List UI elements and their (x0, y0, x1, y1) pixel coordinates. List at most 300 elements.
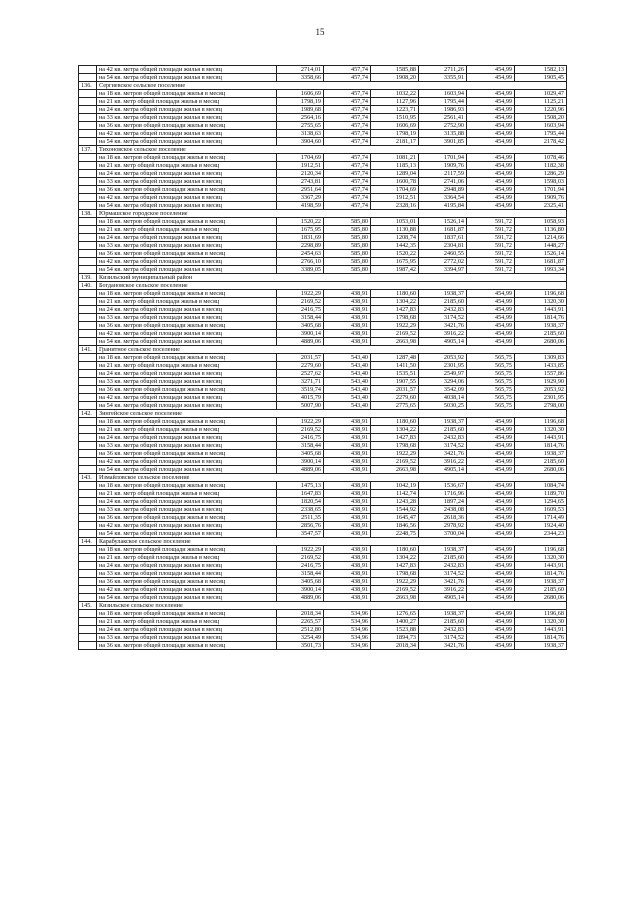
row-number-cell (79, 362, 97, 370)
value-cell: 2169,52 (371, 586, 419, 594)
value-cell: 5007,90 (277, 402, 324, 410)
value-cell: 565,75 (467, 378, 515, 386)
value-cell: 1223,71 (371, 106, 419, 114)
value-cell: 1675,95 (277, 226, 324, 234)
value-cell: 454,99 (467, 618, 515, 626)
section-row (79, 602, 567, 610)
value-cell: 3138,63 (277, 130, 324, 138)
value-cell: 1443,91 (515, 562, 567, 570)
value-cell: 1520,22 (371, 250, 419, 258)
value-cell: 454,99 (467, 202, 515, 210)
value-cell: 3900,14 (277, 330, 324, 338)
norm-label-cell: на 18 кв. метров общей площади жилья в месяц (97, 154, 277, 162)
table-row (79, 186, 567, 194)
value-cell: 3547,57 (277, 530, 324, 538)
table-row (79, 450, 567, 458)
value-cell: 1448,27 (515, 242, 567, 250)
norm-label-cell: на 42 кв. метра общей площади жилья в месяц (97, 66, 277, 74)
value-cell: 438,91 (324, 426, 371, 434)
table-row (79, 154, 567, 162)
row-number-cell (79, 450, 97, 458)
value-cell: 2185,60 (515, 586, 567, 594)
value-cell: 1136,80 (515, 226, 567, 234)
row-number-cell (79, 74, 97, 82)
value-cell: 1894,73 (371, 634, 419, 642)
row-number-cell (79, 162, 97, 170)
value-cell: 1078,46 (515, 154, 567, 162)
norm-label-cell: на 24 кв. метра общей площади жилья в месяц (97, 106, 277, 114)
norm-label-cell: на 21 кв. метр общей площади жилья в месяц (97, 298, 277, 306)
norm-label-cell: на 33 кв. метра общей площади жилья в месяц (97, 378, 277, 386)
row-number-cell (79, 418, 97, 426)
value-cell: 454,99 (467, 506, 515, 514)
row-number-cell (79, 234, 97, 242)
value-cell: 1520,22 (277, 218, 324, 226)
row-number-cell (79, 562, 97, 570)
value-cell: 457,74 (324, 178, 371, 186)
row-number-cell (79, 578, 97, 586)
value-cell: 1536,67 (419, 482, 467, 490)
norm-label-cell: на 18 кв. метров общей площади жилья в месяц (97, 290, 277, 298)
section-number: 143. (79, 474, 97, 482)
value-cell: 1510,95 (371, 114, 419, 122)
value-cell: 1897,24 (419, 498, 467, 506)
norm-label-cell: на 42 кв. метра общей площади жилья в месяц (97, 130, 277, 138)
table-row (79, 74, 567, 82)
value-cell: 1912,51 (371, 194, 419, 202)
value-cell: 5030,25 (419, 402, 467, 410)
value-cell: 2185,60 (419, 618, 467, 626)
norm-label-cell: на 24 кв. метра общей площади жилья в месяц (97, 306, 277, 314)
value-cell: 1701,94 (419, 154, 467, 162)
value-cell: 591,72 (467, 226, 515, 234)
value-cell: 1798,19 (277, 98, 324, 106)
row-number-cell (79, 434, 97, 442)
value-cell: 4905,14 (419, 338, 467, 346)
value-cell: 543,40 (324, 362, 371, 370)
value-cell: 2169,52 (277, 426, 324, 434)
value-cell: 2663,98 (371, 338, 419, 346)
table-row (79, 90, 567, 98)
value-cell: 454,99 (467, 578, 515, 586)
value-cell: 454,99 (467, 434, 515, 442)
row-number-cell (79, 114, 97, 122)
norm-label-cell: на 42 кв. метра общей площади жилья в месяц (97, 330, 277, 338)
page-number: 15 (315, 27, 325, 37)
norm-label-cell: на 24 кв. метра общей площади жилья в месяц (97, 498, 277, 506)
value-cell: 438,91 (324, 314, 371, 322)
value-cell: 2714,01 (277, 66, 324, 74)
value-cell: 454,99 (467, 490, 515, 498)
value-cell: 1938,37 (419, 290, 467, 298)
value-cell: 2416,75 (277, 562, 324, 570)
value-cell: 3174,52 (419, 634, 467, 642)
value-cell: 1938,37 (419, 610, 467, 618)
norm-label-cell: на 33 кв. метра общей площади жилья в месяц (97, 178, 277, 186)
value-cell: 2185,60 (515, 458, 567, 466)
table-row (79, 594, 567, 602)
value-cell: 438,91 (324, 586, 371, 594)
norm-label-cell: на 54 кв. метра общей площади жилья в месяц (97, 594, 277, 602)
value-cell: 438,91 (324, 506, 371, 514)
norm-label-cell: на 42 кв. метра общей площади жилья в месяц (97, 522, 277, 530)
value-cell: 438,91 (324, 498, 371, 506)
value-cell: 2298,89 (277, 242, 324, 250)
value-cell: 1600,78 (371, 178, 419, 186)
norm-label-cell: на 18 кв. метров общей площади жилья в месяц (97, 90, 277, 98)
value-cell: 1795,44 (515, 130, 567, 138)
table-row (79, 170, 567, 178)
value-cell: 2432,83 (419, 306, 467, 314)
row-number-cell (79, 298, 97, 306)
value-cell: 454,99 (467, 114, 515, 122)
value-cell: 534,96 (324, 618, 371, 626)
row-number-cell (79, 138, 97, 146)
value-cell: 534,96 (324, 642, 371, 650)
row-number-cell (79, 306, 97, 314)
value-cell: 2301,95 (419, 362, 467, 370)
table-row (79, 642, 567, 650)
value-cell: 3916,22 (419, 330, 467, 338)
table-row (79, 418, 567, 426)
value-cell: 2752,90 (419, 122, 467, 130)
value-cell: 454,99 (467, 498, 515, 506)
value-cell: 1544,92 (371, 506, 419, 514)
value-cell: 1922,29 (277, 546, 324, 554)
value-cell: 1042,19 (371, 482, 419, 490)
value-cell: 2178,42 (515, 138, 567, 146)
table-row (79, 114, 567, 122)
value-cell: 585,80 (324, 258, 371, 266)
norm-label-cell: на 21 кв. метр общей площади жилья в месяц (97, 226, 277, 234)
tariff-table (78, 65, 567, 650)
table-row (79, 338, 567, 346)
row-number-cell (79, 498, 97, 506)
value-cell: 2117,59 (419, 170, 467, 178)
value-cell: 454,99 (467, 554, 515, 562)
section-name: Сергиевское сельское поселение (97, 82, 567, 90)
value-cell: 534,96 (324, 626, 371, 634)
value-cell: 2265,57 (277, 618, 324, 626)
row-number-cell (79, 258, 97, 266)
value-cell: 1701,94 (515, 186, 567, 194)
row-number-cell (79, 514, 97, 522)
table-row (79, 370, 567, 378)
section-number: 136. (79, 82, 97, 90)
value-cell: 438,91 (324, 594, 371, 602)
norm-label-cell: на 54 кв. метра общей площади жилья в месяц (97, 466, 277, 474)
norm-label-cell: на 36 кв. метров общей площади жилья в месяц (97, 450, 277, 458)
value-cell: 1304,22 (371, 298, 419, 306)
value-cell: 454,99 (467, 530, 515, 538)
value-cell: 2978,92 (419, 522, 467, 530)
value-cell: 2432,83 (419, 626, 467, 634)
value-cell: 4038,14 (419, 394, 467, 402)
row-number-cell (79, 458, 97, 466)
section-row (79, 282, 567, 290)
value-cell: 1185,13 (371, 162, 419, 170)
value-cell: 1526,14 (419, 218, 467, 226)
table-row (79, 138, 567, 146)
value-cell: 2772,02 (419, 258, 467, 266)
value-cell: 1582,13 (515, 66, 567, 74)
value-cell: 457,74 (324, 114, 371, 122)
value-cell: 543,40 (324, 386, 371, 394)
row-number-cell (79, 594, 97, 602)
value-cell: 1938,37 (515, 450, 567, 458)
value-cell: 1837,61 (419, 234, 467, 242)
value-cell: 1798,68 (371, 314, 419, 322)
table-row (79, 226, 567, 234)
norm-label-cell: на 54 кв. метра общей площади жилья в месяц (97, 202, 277, 210)
value-cell: 565,75 (467, 370, 515, 378)
section-number: 140. (79, 282, 97, 290)
table-row (79, 66, 567, 74)
norm-label-cell: на 33 кв. метра общей площади жилья в месяц (97, 314, 277, 322)
value-cell: 454,99 (467, 426, 515, 434)
section-name: Измайловское сельское поселение (97, 474, 567, 482)
row-number-cell (79, 386, 97, 394)
value-cell: 1182,38 (515, 162, 567, 170)
row-number-cell (79, 522, 97, 530)
value-cell: 438,91 (324, 482, 371, 490)
value-cell: 454,99 (467, 162, 515, 170)
row-number-cell (79, 402, 97, 410)
norm-label-cell: на 54 кв. метра общей площади жилья в месяц (97, 338, 277, 346)
value-cell: 3421,76 (419, 322, 467, 330)
value-cell: 565,75 (467, 354, 515, 362)
row-number-cell (79, 218, 97, 226)
table-row (79, 570, 567, 578)
value-cell: 1989,68 (277, 106, 324, 114)
value-cell: 2511,35 (277, 514, 324, 522)
value-cell: 1645,47 (371, 514, 419, 522)
row-number-cell (79, 130, 97, 138)
value-cell: 1125,21 (515, 98, 567, 106)
value-cell: 1908,20 (371, 74, 419, 82)
norm-label-cell: на 36 кв. метров общей площади жилья в месяц (97, 250, 277, 258)
value-cell: 457,74 (324, 90, 371, 98)
value-cell: 2663,98 (371, 594, 419, 602)
value-cell: 2018,34 (371, 642, 419, 650)
value-cell: 2755,65 (277, 122, 324, 130)
norm-label-cell: на 21 кв. метр общей площади жилья в месяц (97, 618, 277, 626)
value-cell: 3405,68 (277, 322, 324, 330)
norm-label-cell: на 36 кв. метров общей площади жилья в месяц (97, 642, 277, 650)
value-cell: 1320,30 (515, 554, 567, 562)
value-cell: 1814,76 (515, 442, 567, 450)
value-cell: 454,99 (467, 186, 515, 194)
value-cell: 4889,06 (277, 594, 324, 602)
value-cell: 1180,60 (371, 290, 419, 298)
norm-label-cell: на 21 кв. метр общей площади жилья в месяц (97, 362, 277, 370)
section-row (79, 274, 567, 282)
value-cell: 454,99 (467, 98, 515, 106)
value-cell: 1053,01 (371, 218, 419, 226)
value-cell: 4905,14 (419, 466, 467, 474)
value-cell: 1929,90 (515, 378, 567, 386)
value-cell: 1442,35 (371, 242, 419, 250)
norm-label-cell: на 24 кв. метра общей площади жилья в месяц (97, 626, 277, 634)
row-number-cell (79, 66, 97, 74)
norm-label-cell: на 33 кв. метра общей площади жилья в месяц (97, 114, 277, 122)
value-cell: 454,99 (467, 570, 515, 578)
value-cell: 1585,88 (371, 66, 419, 74)
norm-label-cell: на 36 кв. метров общей площади жилья в месяц (97, 578, 277, 586)
value-cell: 2663,98 (371, 466, 419, 474)
value-cell: 457,74 (324, 66, 371, 74)
value-cell: 4905,14 (419, 594, 467, 602)
table-row (79, 202, 567, 210)
value-cell: 543,40 (324, 370, 371, 378)
value-cell: 2304,81 (419, 242, 467, 250)
value-cell: 454,99 (467, 194, 515, 202)
value-cell: 1609,53 (515, 506, 567, 514)
norm-label-cell: на 42 кв. метра общей площади жилья в месяц (97, 458, 277, 466)
row-number-cell (79, 554, 97, 562)
table-row (79, 458, 567, 466)
row-number-cell (79, 378, 97, 386)
value-cell: 2564,16 (277, 114, 324, 122)
norm-label-cell: на 33 кв. метра общей площади жилья в месяц (97, 242, 277, 250)
section-number: 139. (79, 274, 97, 282)
table-row (79, 242, 567, 250)
section-number: 144. (79, 538, 97, 546)
value-cell: 1907,55 (371, 378, 419, 386)
value-cell: 1180,60 (371, 418, 419, 426)
value-cell: 3158,44 (277, 442, 324, 450)
value-cell: 454,99 (467, 138, 515, 146)
row-number-cell (79, 98, 97, 106)
norm-label-cell: на 24 кв. метра общей площади жилья в месяц (97, 434, 277, 442)
value-cell: 438,91 (324, 514, 371, 522)
table-row (79, 250, 567, 258)
value-cell: 4195,84 (419, 202, 467, 210)
value-cell: 454,99 (467, 338, 515, 346)
section-row (79, 146, 567, 154)
row-number-cell (79, 570, 97, 578)
value-cell: 438,91 (324, 434, 371, 442)
row-number-cell (79, 354, 97, 362)
table-row (79, 634, 567, 642)
value-cell: 2185,60 (419, 554, 467, 562)
table-row (79, 98, 567, 106)
value-cell: 438,91 (324, 322, 371, 330)
value-cell: 2053,92 (419, 354, 467, 362)
table-row (79, 130, 567, 138)
table-row (79, 258, 567, 266)
section-row (79, 346, 567, 354)
value-cell: 454,99 (467, 74, 515, 82)
value-cell: 3158,44 (277, 570, 324, 578)
value-cell: 543,40 (324, 394, 371, 402)
norm-label-cell: на 42 кв. метра общей площади жилья в месяц (97, 586, 277, 594)
value-cell: 3916,22 (419, 586, 467, 594)
value-cell: 2741,06 (419, 178, 467, 186)
value-cell: 2680,06 (515, 594, 567, 602)
value-cell: 2856,76 (277, 522, 324, 530)
value-cell: 2432,83 (419, 562, 467, 570)
value-cell: 2181,17 (371, 138, 419, 146)
norm-label-cell: на 33 кв. метра общей площади жилья в месяц (97, 570, 277, 578)
norm-label-cell: на 18 кв. метров общей площади жилья в месяц (97, 610, 277, 618)
table-row (79, 298, 567, 306)
value-cell: 454,99 (467, 450, 515, 458)
norm-label-cell: на 33 кв. метра общей площади жилья в месяц (97, 634, 277, 642)
table-row (79, 498, 567, 506)
value-cell: 454,99 (467, 418, 515, 426)
table-row (79, 234, 567, 242)
value-cell: 454,99 (467, 514, 515, 522)
value-cell: 1196,68 (515, 418, 567, 426)
section-number: 145. (79, 602, 97, 610)
value-cell: 1523,88 (371, 626, 419, 634)
value-cell: 454,99 (467, 546, 515, 554)
value-cell: 591,72 (467, 258, 515, 266)
value-cell: 2248,75 (371, 530, 419, 538)
value-cell: 1647,83 (277, 490, 324, 498)
value-cell: 438,91 (324, 530, 371, 538)
value-cell: 454,99 (467, 330, 515, 338)
norm-label-cell: на 21 кв. метр общей площади жилья в месяц (97, 490, 277, 498)
table-row (79, 490, 567, 498)
value-cell: 3542,09 (419, 386, 467, 394)
value-cell: 457,74 (324, 194, 371, 202)
value-cell: 457,74 (324, 74, 371, 82)
value-cell: 1606,69 (371, 122, 419, 130)
value-cell: 543,40 (324, 354, 371, 362)
table-row (79, 178, 567, 186)
value-cell: 1922,29 (277, 418, 324, 426)
value-cell: 3271,71 (277, 378, 324, 386)
row-number-cell (79, 490, 97, 498)
table-row (79, 626, 567, 634)
value-cell: 534,96 (324, 610, 371, 618)
table-row (79, 482, 567, 490)
section-name: Кизильское сельское поселение (97, 602, 567, 610)
norm-label-cell: на 18 кв. метров общей площади жилья в месяц (97, 482, 277, 490)
value-cell: 2711,26 (419, 66, 467, 74)
value-cell: 585,80 (324, 242, 371, 250)
norm-label-cell: на 24 кв. метра общей площади жилья в месяц (97, 562, 277, 570)
value-cell: 1603,94 (419, 90, 467, 98)
table-row (79, 194, 567, 202)
section-number: 137. (79, 146, 97, 154)
value-cell: 454,99 (467, 298, 515, 306)
value-cell: 1675,95 (371, 258, 419, 266)
value-cell: 1938,37 (419, 546, 467, 554)
value-cell: 2185,60 (515, 330, 567, 338)
value-cell: 1557,86 (515, 370, 567, 378)
value-cell: 591,72 (467, 234, 515, 242)
value-cell: 1909,76 (419, 162, 467, 170)
value-cell: 591,72 (467, 242, 515, 250)
value-cell: 438,91 (324, 418, 371, 426)
value-cell: 3405,68 (277, 578, 324, 586)
row-number-cell (79, 626, 97, 634)
value-cell: 3355,91 (419, 74, 467, 82)
value-cell: 454,99 (467, 306, 515, 314)
row-number-cell (79, 466, 97, 474)
value-cell: 2338,65 (277, 506, 324, 514)
norm-label-cell: на 42 кв. метра общей площади жилья в месяц (97, 194, 277, 202)
section-name: Богдановское сельское поселение (97, 282, 567, 290)
value-cell: 1320,30 (515, 618, 567, 626)
value-cell: 2766,10 (277, 258, 324, 266)
row-number-cell (79, 610, 97, 618)
table-row (79, 218, 567, 226)
value-cell: 591,72 (467, 266, 515, 274)
